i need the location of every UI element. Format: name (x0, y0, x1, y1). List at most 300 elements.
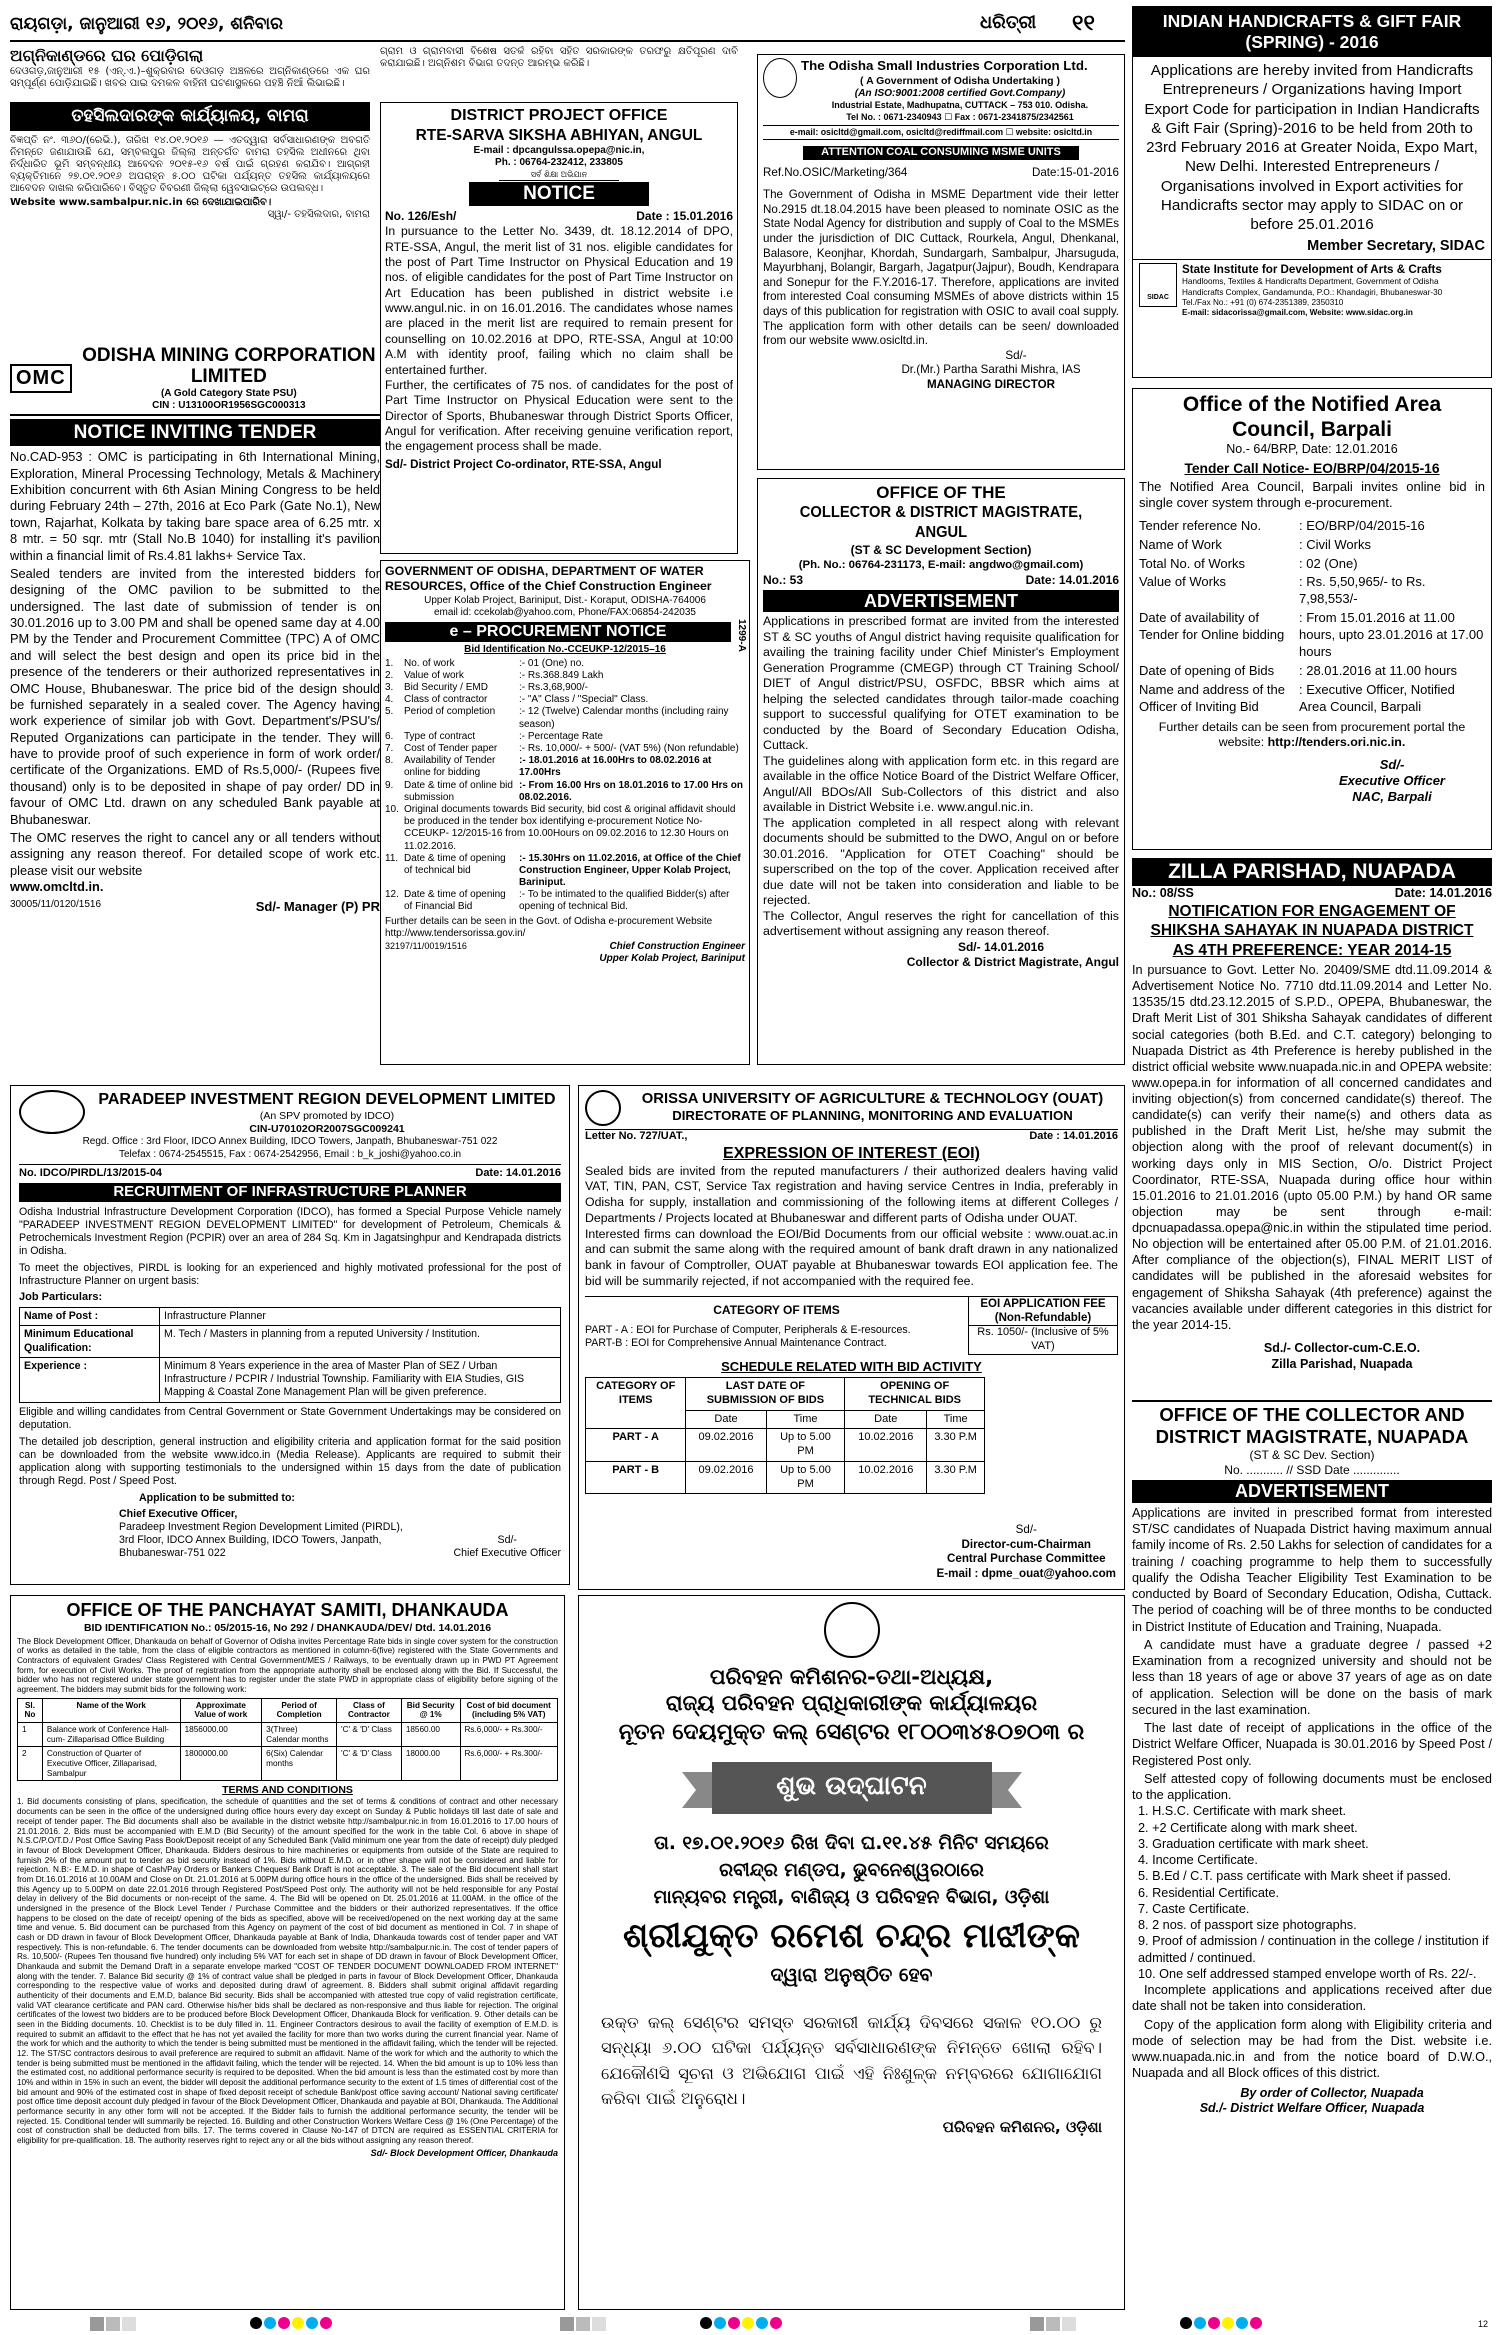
ouat-line1: ORISSA UNIVERSITY OF AGRICULTURE & TECHNOLOGY (OUAT) (641, 1091, 1104, 1107)
omc-title-bar: NOTICE INVITING TENDER (10, 419, 380, 447)
ps-bid-id: BID IDENTIFICATION No.: 05/2015-16, No 292 / DHANKAUDA/DEV/ Dtd. 14.01.2016 (83, 1621, 492, 1634)
angul-sd: Sd/- 14.01.2016 (957, 939, 1045, 954)
barpali-website[interactable]: http://tenders.ori.nic.in. (1267, 735, 1406, 750)
omc-para-1: No.CAD-953 : OMC is participating in 6th International Mining, Exploration, Mineral Processing Technology, Metals & Machinery Exhibition concurrent with 6th Asian Mining Congress to be held during February 24th – 27th, 2016 at Eco Park (Gate No.1), New town, Rajarhat, Kolkata by taking bare space area of 6.25 mtr. x 8 mtr. = 50 sqr. mtr (Stall No.B 1040) for installing it's pavilion within a financial limit of Rs.4.81 lakhs+ Service Tax. (10, 449, 380, 563)
omc-para-3: The OMC reserves the right to cancel any or all tenders without assigning any reason thereof. For detailed scope of work etc. please visit our website (10, 829, 380, 878)
ouat-schedule-title: SCHEDULE RELATED WITH BID ACTIVITY (721, 1358, 982, 1374)
ouat-cell-time: 3.30 P.M (927, 1429, 985, 1462)
water-row-value: :- 12 (Twelve) Calendar months (including rainy season) (519, 706, 729, 730)
ouat-cat-head: CATEGORY OF ITEMS (713, 1302, 840, 1317)
tr-line8: ଦ୍ୱାରା ଅନୁଷ୍ଠିତ ହେବ (770, 1963, 933, 1986)
nc-list-item: 3. Graduation certificate with mark sheet. (1138, 1836, 1369, 1851)
reg-color-dot (756, 2317, 768, 2329)
pirdl-tel: Telefax : 0674-2545515, Fax : 0674-2542956, Email : b_k_joshi@yahoo.co.in (19, 1149, 561, 1166)
osic-title-bar: ATTENTION COAL CONSUMING MSME UNITS (803, 146, 1079, 160)
news-fire-story (10, 46, 370, 98)
water-ref: 32197/11/0019/1516 (385, 940, 467, 951)
nc-title-bar: ADVERTISEMENT (1132, 1480, 1492, 1503)
ps-title: OFFICE OF THE PANCHAYAT SAMITI, DHANKAUDA (66, 1600, 509, 1620)
barpali-row-value: : From 15.01.2016 at 11.00 hours, upto 23.01.2016 at 17.00 hours (1299, 610, 1484, 659)
zp-sd: Sd./- Collector-cum-C.E.O. (1263, 1340, 1421, 1355)
news-headline: ଅଗ୍ନିକାଣ୍ଡରେ ଘର ପୋଡ଼ିଗଲା (10, 46, 204, 65)
ouat-th-date: Date (686, 1410, 766, 1429)
water-bid-id: Bid Identification No.-CCEUKP-12/2015–16 (464, 643, 666, 655)
barpali-row-key: Total No. of Works (1139, 555, 1245, 571)
pirdl-to3: 3rd Floor, IDCO Annex Building, IDCO Towers, Janpath, (119, 1534, 382, 1547)
pirdl-to4: Bhubaneswar-751 022 (119, 1547, 226, 1560)
nc-list-item: 4. Income Certificate. (1138, 1853, 1258, 1868)
angul-signature: Collector & District Magistrate, Angul (906, 954, 1119, 969)
reg-color-dot (728, 2317, 740, 2329)
ps-signature: Sd/- Block Development Officer, Dhankauda (370, 2147, 558, 2158)
tr-line3: ନୂତନ ଦେୟମୁକ୍ତ କଲ୍ ସେଣ୍ଟର ୧୮୦୦୩୪୫୦୭୦୩ ର (618, 1719, 1085, 1745)
barpali-row (1139, 537, 1485, 554)
barpali-row-key: Tender reference No. (1139, 517, 1262, 533)
ad-pirdl (10, 1085, 570, 1585)
nc-sign2: Sd./- District Welfare Officer, Nuapada (1199, 2101, 1425, 2116)
osic-logo (763, 58, 797, 98)
ssa-logo: ସର୍ବ ଶିକ୍ଷା ଅଭିଯାନ (499, 170, 619, 181)
ouat-cell-time: Up to 5.00 PM (766, 1461, 845, 1494)
nc-list-item: 6. Residential Certificate. (1138, 1885, 1280, 1900)
ouat-th-time: Time (766, 1410, 845, 1429)
reg-color-dot (1180, 2317, 1192, 2329)
ps-cell: 3(Three) Calendar months (262, 1723, 337, 1747)
dpo-line1: DISTRICT PROJECT OFFICE (450, 107, 668, 124)
ps-th: Cost of bid document (including 5% VAT) (460, 1698, 558, 1722)
ps-cell: Balance work of Conference Hall-cum- Zillaparisad Office Building (42, 1723, 180, 1747)
nc-para-2: A candidate must have a graduate degree / passed +2 Examination from a recognized university and should not be less than 18 years of age or above 37 years of age as on date of application. Selection will be done on the basis of mark secured in the last examination. (1132, 1637, 1492, 1717)
barpali-row-value: : 28.01.2016 at 11.00 hours (1299, 662, 1458, 678)
nc-list-item: 1. H.S.C. Certificate with mark sheet. (1138, 1804, 1346, 1819)
barpali-row (1139, 663, 1485, 680)
pirdl-para-2: To meet the objectives, PIRDL is looking for an experienced and highly motivated professional for the post of Infrastructure Planner on urgent basis: (19, 1262, 561, 1288)
water-row-value: :- To be intimated to the qualified Bidder(s) after opening of technical Bid. (519, 889, 730, 913)
pirdl-row-value: Infrastructure Planner (160, 1308, 561, 1326)
ouat-logo (585, 1090, 621, 1126)
tr-line7: ଶ୍ରୀଯୁକ୍ତ ରମେଶ ଚନ୍ଦ୍ର ମାଝୀଙ୍କ (623, 1916, 1080, 1957)
ps-row (18, 1747, 558, 1781)
water-row (385, 694, 745, 706)
ouat-schedule-row (586, 1429, 985, 1462)
ad-collector-nuapada (1132, 1400, 1492, 2310)
ps-th: Name of the Work (42, 1698, 180, 1722)
zp-signature: Zilla Parishad, Nuapada (1271, 1356, 1413, 1371)
nc-para-4: Self attested copy of following documents must be enclosed to the application. (1132, 1771, 1492, 1803)
ouat-cell-date: 10.02.2016 (845, 1429, 927, 1462)
nc-list-item: 9. Proof of admission / continuation in the college / institution if admitted / continued. (1138, 1934, 1489, 1965)
reg-color-dot (742, 2317, 754, 2329)
zp-no: No.: 08/SS (1132, 886, 1194, 901)
pirdl-to2: Paradeep Investment Region Development Limited (PIRDL), (119, 1520, 403, 1533)
osic-address: Industrial Estate, Madhupatna, CUTTACK – 753 010. Odisha. (831, 100, 1089, 111)
angul-para-3: The application completed in all respect along with relevant documents should be submitted to the DWO, Angul on or before 30.01.2016. "Application for OTET Coaching" should be superscribed on the top of the cover. Application received after due date will not be taken into consideration and liable to be rejected. (763, 815, 1119, 907)
pirdl-date: Date: 14.01.2016 (475, 1167, 561, 1180)
ad-body: ବିଜ୍ଞପ୍ତି ନଂ. ୩୬୦/(ରେଭି.), ତାରିଖ ୧୪.୦୧.୨୦୧୬ — ଏତଦ୍ୱାରା ସର୍ବସାଧାରଣଙ୍କ ଅବଗତି ନିମନ୍ତେ ଜଣାଯାଉଛି ଯେ, ସମ୍ବଲପୁର ଜିଲ୍ଲା ଅନ୍ତର୍ଗତ ବାମରା ତହସିଲ ଅଧୀନରେ ଥିବା ନିର୍ଦ୍ଧାରିତ ଭୂମି ସମ୍ବନ୍ଧୀୟ ଆବେଦନ ୨୦୧୫-୧୬ ବର୍ଷ ପାଇଁ ଗ୍ରହଣ କରାଯିବ। ଆଗ୍ରହୀ ବ୍ୟକ୍ତିମାନେ ୨୭.୦୧.୨୦୧୬ ଅପରାହ୍ନ ୫.୦୦ ଘଟିକା ପର୍ଯ୍ୟନ୍ତ ତହସିଲ କାର୍ଯ୍ୟାଳୟରେ ଆବେଦନ ଦାଖଲ କରିପାରିବେ। ବିସ୍ତୃତ ବିବରଣୀ ଜିଲ୍ଲା ୱେବସାଇଟ୍‌ରେ ଉପଲବ୍ଧ। (10, 135, 370, 195)
ad-transport-call-centre (578, 1595, 1125, 2310)
water-sign2: Upper Kolab Project, Bariniput (599, 953, 745, 965)
ad-handicrafts-fair (1132, 6, 1492, 378)
water-row-no: 12. (385, 889, 399, 901)
reg-color-dot (1250, 2317, 1262, 2329)
ad-website: Website www.sambalpur.nic.in ରେ ଦେଖାଯାଇପାରିବ। (10, 197, 272, 209)
barpali-row-key: Date of opening of Bids (1139, 662, 1275, 678)
reg-mark-cmyk-1 (250, 2317, 332, 2329)
ad-ouat-eoi (578, 1085, 1125, 1590)
nc-line1: OFFICE OF THE COLLECTOR AND DISTRICT MAGISTRATE, NUAPADA (1155, 1404, 1469, 1448)
water-line1: GOVERNMENT OF ODISHA, DEPARTMENT OF WATER (385, 564, 704, 578)
header-date: ରାୟଗଡ଼ା, ଜାନୁଆରୀ ୧୬, ୨୦୧୬, ଶନିବାର (10, 14, 284, 34)
barpali-rows (1139, 518, 1485, 716)
sidac-email: E-mail: sidacorissa@gmail.com, Website: www.sidac.org.in (1182, 308, 1413, 318)
reg-block-grey (106, 2317, 120, 2331)
page-header (10, 8, 1125, 42)
dpo-phone: Ph. : 06764-232412, 233805 (495, 157, 623, 169)
water-row-key: Original documents towards Bid security, bid cost & original affidavit should be produced in the tender box identifying e-procurement Notice No- CCEUKP- 12/2015-16 from 10.00Hours on 09.02.2016 to 12.30 Hours on 11.02.2016. (404, 803, 736, 852)
pirdl-row-value: Minimum 8 Years experience in the area of Master Plan of SEZ / Urban Infrastructure / PCPIR / Industrial Township. Familiarity with EIA Studies, GIS Mapping & Coastal Zone Management Plan will be given preference. (160, 1357, 561, 1402)
water-row (385, 658, 745, 670)
dpo-no: No. 126/Esh/ (385, 209, 457, 224)
dpo-email: E-mail : dpcangulssa.opepa@nic.in, (473, 145, 645, 157)
pirdl-para-1: Odisha Industrial Infrastructure Development Corporation (IDCO), has formed a Special Purpose Vehicle namely "PARADEEP INVESTMENT REGION DEVELOPMENT LIMITED" for development of Petroleum, Chemicals & Petrochemicals Investment Region (PCPIR) over an area of 284 Sq. Km in Jagatsinghpur and Kendrapada districts in Odisha. (19, 1205, 561, 1258)
nc-list-item: 10. One self addressed stamped envelope worth of Rs. 22/-. (1138, 1966, 1477, 1981)
reg-color-dot (1236, 2317, 1248, 2329)
ps-header-row (18, 1698, 558, 1722)
water-row (385, 755, 745, 779)
water-row (385, 853, 745, 890)
reg-color-dot (306, 2317, 318, 2329)
angul-line1: OFFICE OF THE (876, 483, 1006, 502)
ps-cell: 2 (18, 1747, 43, 1781)
sidac-addr2: Handicrafts Complex, Gandamunda, P.O.: Khandagiri, Bhubaneswar-30 (1182, 287, 1443, 297)
reg-mark-left (90, 2317, 136, 2331)
ouat-part-b: PART-B : EOI for Comprehensive Annual Maintenance Contract. (585, 1336, 887, 1349)
osic-para: The Government of Odisha in MSME Department vide their letter No.2915 dt.18.04.2015 have been pleased to nominate OSIC as the State Nodal Agency for distribution and supply of Coal to the MSMEs under the jurisdiction of DIC Cuttack, Rourkela, Angul, Dhenkanal, Balasore, Keonjhar, Khordah, Sundargarh, Sambalpur, Jharsuguda, Mayurbhanj, Bolangir, Bargarh, Jagatpur(Jajpur), Boudh, Kendrapara and Sonepur for the F.Y.2016-17. Therefore, applications are invited from interested Coal consuming MSMEs of above districts within 15 days of this publication for registration with OSIC to avail coal supply. The application form with other details can be seen/ downloaded from our website www.osicltd.in. (763, 188, 1119, 348)
pirdl-logo (19, 1090, 85, 1134)
pirdl-address: Regd. Office : 3rd Floor, IDCO Annex Building, IDCO Towers, Janpath, Bhubaneswar-751 022 (82, 1136, 498, 1148)
barpali-row (1139, 682, 1485, 716)
reg-color-dot (1222, 2317, 1234, 2329)
water-row-value: :- Rs. 10,000/- + 500/- (VAT 5%) (Non refundable) (519, 743, 739, 755)
water-row-no: 2. (385, 669, 394, 681)
water-row-no: 5. (385, 706, 394, 718)
ps-th: Approximate Value of work (180, 1698, 262, 1722)
omc-ref: 30005/11/0120/1516 (10, 899, 102, 911)
dpo-date: Date : 15.01.2016 (636, 209, 733, 224)
nc-para-1: Applications are invited in prescribed format from interested ST/SC candidates of Nuapada District having maximum annual family income of Rs. 2.50 Lakhs for selection of candidates for a training / coaching programme to help them to successfully qualify the Odisha Teacher Eligibility Test Examination to be conducted by Board of Secondary Education, Odisha, Cuttack. The period of coaching will be of three months to be conducted in District Institute of Education and Training, Nuapada. (1132, 1505, 1492, 1634)
angul-date: Date: 14.01.2016 (1025, 572, 1119, 587)
ouat-fee: Rs. 1050/- (Inclusive of 5% VAT) (977, 1326, 1109, 1353)
barpali-subtitle: Tender Call Notice- EO/BRP/04/2015-16 (1184, 461, 1440, 476)
ps-th: Bid Security @ 1% (401, 1698, 460, 1722)
ouat-letter: Letter No. 727/UAT., (585, 1130, 688, 1142)
tr-line5: ରବୀନ୍ଦ୍ର ମଣ୍ଡପ, ଭୁବନେଶ୍ୱରଠାରେ (719, 1860, 984, 1882)
angul-line3: (ST & SC Development Section) (850, 543, 1032, 558)
pirdl-to1: Chief Executive Officer, (119, 1507, 238, 1520)
barpali-desig2: NAC, Barpali (1352, 789, 1432, 805)
nc-list-item: 5. B.Ed / C.T. pass certificate with Mark sheet if passed. (1138, 1869, 1452, 1884)
nc-para-6: Copy of the application form along with Eligibility criteria and mode of selection may be had from the Dist. website i.e. www.nuapada.nic.in and from the notice board of D.W.O., Nuapada and all Block offices of this district. (1132, 2017, 1492, 2081)
nc-list-item: 7. Caste Certificate. (1138, 1901, 1250, 1916)
water-row (385, 682, 745, 694)
water-title-bar: e – PROCUREMENT NOTICE (385, 622, 731, 642)
water-row-key: Class of contractor (404, 694, 488, 706)
print-registration-marks (0, 2315, 1500, 2335)
ouat-cell-date: 10.02.2016 (845, 1461, 927, 1494)
pirdl-cin: CIN-U70102OR2007SGC009241 (249, 1123, 405, 1136)
water-row-no: 8. (385, 755, 394, 767)
water-row-no: 9. (385, 779, 394, 791)
water-side-ref: 1299-A (736, 619, 747, 652)
ouat-line2: DIRECTORATE OF PLANNING, MONITORING AND EVALUATION (672, 1108, 1073, 1124)
pirdl-row (20, 1357, 561, 1402)
ps-cell: 'C' & 'D' Class (337, 1747, 402, 1781)
reg-color-dot (714, 2317, 726, 2329)
ouat-th-category: CATEGORY OF ITEMS (586, 1378, 686, 1429)
reg-color-dot (1208, 2317, 1220, 2329)
water-row-key: Date & time of opening of Financial Bid (404, 889, 506, 913)
water-row (385, 731, 745, 743)
reg-block-grey (1062, 2317, 1076, 2331)
water-row (385, 804, 745, 853)
ad-omc-tender (10, 345, 380, 1065)
water-row-no: 10. (385, 803, 399, 815)
ouat-para-1: Sealed bids are invited from the reputed manufacturers / their authorized dealers having valid VAT, TIN, PAN, CST, Service Tax registration and having service Centres in India, preferably in Odisha for supply, installation and commissioning of the following items at different Colleges / Departments / Projects located at Bhubaneswar and different parts of Odisha under OUAT. (585, 1163, 1118, 1225)
water-row (385, 670, 745, 682)
osic-ref: Ref.No.OSIC/Marketing/364 (763, 165, 908, 179)
osic-signer: Dr.(Mr.) Partha Sarathi Mishra, IAS (901, 363, 1081, 377)
ps-cell: 1 (18, 1723, 43, 1747)
header-paper-name: ଧରିତ୍ରୀ (980, 12, 1037, 33)
pirdl-no: No. IDCO/PIRDL/13/2015-04 (19, 1167, 163, 1180)
pirdl-para-3: Eligible and willing candidates from Central Government or State Government Undertakings may be considered on deputation. (19, 1405, 561, 1431)
reg-block-grey (90, 2317, 104, 2331)
osic-name: The Odisha Small Industries Corporation Ltd. (801, 58, 1088, 73)
water-row-value: :- "A" Class / "Special" Class. (519, 694, 649, 706)
nc-line2: (ST & SC Dev. Section) (1249, 1448, 1375, 1463)
nc-sign1: By order of Collector, Nuapada (1240, 2085, 1424, 2100)
barpali-row (1139, 518, 1485, 535)
ps-cell: 1856000.00 (180, 1723, 262, 1747)
water-row-no: 4. (385, 694, 394, 706)
ouat-cell-time: Up to 5.00 PM (766, 1429, 845, 1462)
reg-color-dot (292, 2317, 304, 2329)
reg-color-dot (320, 2317, 332, 2329)
zp-title-bar: ZILLA PARISHAD, NUAPADA (1132, 858, 1492, 886)
footer-page-no: 12 (1478, 2319, 1489, 2329)
reg-color-dot (250, 2317, 262, 2329)
zp-heading3: AS 4TH PREFERENCE: YEAR 2014-15 (1172, 941, 1452, 959)
pirdl-sd: Sd/- (497, 1534, 517, 1547)
barpali-intro: The Notified Area Council, Barpali invites online bid in single cover system through e-procurement. (1139, 479, 1485, 511)
pirdl-sub: (An SPV promoted by IDCO) (259, 1110, 395, 1122)
barpali-row (1139, 556, 1485, 573)
pirdl-title-bar: RECRUITMENT OF INFRASTRUCTURE PLANNER (19, 1183, 561, 1202)
pirdl-name: PARADEEP INVESTMENT REGION DEVELOPMENT LIMITED (98, 1091, 556, 1108)
water-row (385, 780, 745, 804)
water-row-key: Bid Security / EMD (404, 682, 488, 694)
ps-th: Class of Contractor (337, 1698, 402, 1722)
nc-no: No. ........... // SSD Date .............. (1224, 1463, 1400, 1478)
ad-panchayat-dhankauda (10, 1595, 565, 2310)
ad-zilla-parishad-nuapada (1132, 858, 1492, 1388)
water-rows (385, 658, 745, 914)
barpali-row-value: : Executive Officer, Notified Area Council, Barpali (1299, 681, 1455, 714)
dpo-para-1: In pursuance to the Letter No. 3439, dt. 18.12.2014 of DPO, RTE-SSA, Angul, the merit list of 31 nos. eligible candidates for the post of Part Time Instructor on Physical Education and 19 nos. of eligible candidates for the post of Part Time Instructor on Art Education has been published in district website i.e www.angul.nic. in on 16.01.2016. The candidates whose names are placed in the merit list are required to remain present for counselling on 10.02.2016 at DPO, RTE-SSA, Angul at 10:00 A.M with identity proof, failing which no claim shall be entertained further. (385, 224, 733, 377)
pirdl-row-key: Experience : (20, 1357, 160, 1402)
water-row-no: 6. (385, 730, 394, 742)
angul-para-2: The guidelines along with application form etc. in this regard are available in the office Notice Board of the District Welfare Officer, Angul/All BDOs/All Sub-Collectors of this district and also available in District Website i.e. www.angul.nic.in. (763, 753, 1119, 814)
water-row-value: :- Percentage Rate (519, 730, 603, 742)
pirdl-job-label: Job Particulars: (19, 1290, 103, 1303)
zp-date: Date: 14.01.2016 (1394, 886, 1492, 901)
water-line4: email id: ccekolab@yahoo.com, Phone/FAX:06854-242035 (434, 606, 696, 618)
ouat-cell-date: 09.02.2016 (686, 1461, 766, 1494)
ouat-email: E-mail : dpme_ouat@yahoo.com (936, 1566, 1116, 1580)
ouat-sign2: Central Purchase Committee (947, 1552, 1106, 1566)
water-row-no: 11. (385, 852, 399, 864)
ad-nac-barpali (1132, 388, 1492, 850)
ouat-cell-date: 09.02.2016 (686, 1429, 766, 1462)
barpali-row-value: : EO/BRP/04/2015-16 (1299, 517, 1425, 533)
water-footnote: Further details can be seen in the Govt. of Odisha e-procurement Website http://www.tendersorissa.gov.in/ (385, 915, 713, 939)
ps-cell: 1800000.00 (180, 1747, 262, 1781)
ouat-sign1: Director-cum-Chairman (961, 1537, 1092, 1551)
ps-terms-body: 1. Bid documents consisting of plans, specification, the schedule of quantities and the set of terms & conditions of contract and other necessary documents can be seen in the office of the undersigned during office hours every day except on Sunday & Public holidays till last date of sale and receipt of tender paper. The Bid documents shall also be available in the district website http://sambalpur.nic.in from 16.01.2016 to 17.00 hours of 21.01.2016. 2. Bids must be accompanied with E.M.D (Bid Security) of the amount specified for the work in the table Col. 6 above in shape of N.S.C/P.O/T.D./ Post Office Saving Pass Book/Deposit receipt of any Scheduled Bank (Valid minimum one year from the date of receipt) duly pledged in favour of Block Development Officer, Dhankauda. Bidders desirous to hire machineries or equipments from outside of the State are required to furnish 2% of the amount put to tender as bid security instead of 1%. Bids without E.M.D. or in other shape will not be considered and liable for rejection. N.B:- E.M.D. in shape of Cash/Pay Orders or Bankers Cheques/ Bank Draft is not acceptable. 3. The sale of the Bid document shall start from Dt.16.01.2016 at 10.00AM and Close on Dt. 21.01.2016 at 5.00PM during office hours in the office of the undersigned. Bids shall be received by this Agency up to 5.00PM on date 22.01.2016 through Registered Post/Speed Post only. The authority will not be held responsible for any Postal delay in delivery of the Bid documents or non-receipt of the same. 4. The Bid will be opened on Dt. 25.01.2016 at 11.00AM. in the office of the undersigned in the presence of the Block Level Tender / Purchase Committee and the bidders or their authorized representatives. If the office happens to be closed on the date of receipt/ opening of the bids as specified, above will be received/opened on the next working day at the same time and venue. 5. Bid document can be purchased from this Agency on payment of the cost of bid document as mentioned in Col. 7 in shape of cash or DD drawn in favour of Block Development Officer, Dhankauda payable at Bank of India, Dhankauda towards cost of tender paper and VAT respectively. This is non-refundable. 6. The tender documents can be downloaded from website http://sambalpur.nic.in. The cost of tender papers of Rs. 10,500/- (Rupees Ten thousand five hundred) only including 5% VAT for each set in shape of DD drawn in favour of Block Development Officer, Dhankauda and submit the Demand Draft in a separate envelope marked "COST OF TENDER DOCUMENT DOWNLOADED FROM INTERNET" along with the tender. 7. Balance Bid security @ 1% of contract value shall be pledged in parts in favour of Block Development Officer, Dhankauda corresponding to the respective value of works and deposited during drawl of agreement. 8. Bidders shall submit original affidavit regarding authenticity of their documents and E.M.D, balance Bid security. Bids shall be accompanied with attested true copy of valid registration certificate, valid VAT clearance certificate and PAN card. Otherwise his/her bids shall be declared as non-responsive and thus liable for rejection. The original certificates of the lowest two bidders are to be produced before Block Development Officer, Dhankauda Block for verification. 9. Other details can be seen in the Bidding documents. 10. Checklist is to be duly filled in. 11. Engineer Contractors desirous to avail the facility of exemption of E.M.D. is required to submit an affidavit to the effect that he has not yet availed the facility for more than two works during the current financial year. Name of the work for which and the authority to which the tender is being submitted must be mentioned in the affidavit failing, which the tender will be rejected. 12. The ST/SC contractors desirous to avail preference are required to submit an affidavit. Name of the work for which and the authority to which the tender is being submitted must be mentioned in the affidavit failing, which the tender will be rejected. 14. When the bid amount is up to 10% less than the estimated cost, no additional performance security is required to be deposited. When the bid amount is less than the estimated cost by more than 10% and within in 15% in such an event, the bidder will deposit the additional performance security to the extent of 1.5 times of differential cost of the bid amount and 90% of the estimated cost in shape of fixed deposit receipt of schedule Bank/post office saving account/ National saving certificate/ post office time deposit account duly pledged in favour of the Block Development Officer, Dhankauda and payable at BOI, Dhankauda. The Additional performance security in any other form will not be accepted. If the Bidder fails to furnish the additional performance security, the tender will be rejected. 15. Conditional tender will summarily be rejected. 16. Building and other Construction Workers Welfare Cess @ 1% (One Percentage) of the cost of construction shall be deducted from bills. 17. The terms covered in Clause No-147 of DTCN are required as ESSENTIAL CRITERIA for eligibility for pre-qualification. 18. The authority reserves right to reject any or all the bids without assigning any reason thereof. (17, 1797, 558, 2145)
header-page-number: ୧୧ (1072, 11, 1095, 36)
nc-para-3: The last date of receipt of applications in the office of the District Welfare Officer, Nuapada is 30.01.2016 by Speed Post / Registered Post only. (1132, 1721, 1492, 1768)
omc-cin: CIN : U13100OR1956SGC000313 (152, 399, 306, 411)
ouat-title: EXPRESSION OF INTEREST (EOI) (723, 1144, 980, 1162)
osic-designation: MANAGING DIRECTOR (927, 377, 1055, 391)
pirdl-submit-to: Application to be submitted to: (139, 1492, 295, 1505)
water-row-no: 3. (385, 682, 394, 694)
pirdl-para-4: The detailed job description, general instruction and eligibility criteria and application format for the said position can be downloaded from the website www.idco.in (Media Release). Applicants are required to submit their application along with supporting testimonials to the undersigned within 15 days from the date of publication through Regd. Post / Speed Post. (19, 1435, 561, 1488)
handicrafts-signature: Member Secretary, SIDAC (1307, 237, 1485, 254)
ps-terms-title: TERMS AND CONDITIONS (222, 1784, 353, 1797)
ad-water-resources (380, 560, 750, 1065)
omc-name: ODISHA MINING CORPORATION LIMITED (82, 345, 376, 388)
water-row-key: Type of contract (404, 730, 476, 742)
nc-para-5: Incomplete applications and applications received after due date shall not be taken into consideration. (1132, 1983, 1492, 2014)
angul-line2: COLLECTOR & DISTRICT MAGISTRATE, ANGUL (799, 504, 1083, 542)
ps-intro: The Block Development Officer, Dhankauda on behalf of Governor of Odisha invites Percentage Rate bids in single cover system for the construction of works as detailed in the table, from the class of eligible contractors as mentioned in column-6(five) registered with the State Governments and Contractors of equivalent Grades/ Class Registered with Central Government/MES / Railways, to be eventually drawn up in PWD PT Agreement form, for execution of Civil Works. The proof of registration from the appropriate authority shall be enclosed along with the Bid. If Successful, the bidder who has not registered under state government has to register under the state PWD in appropriate class of eligibility before signing of the agreement. The bidders may submit bids for the following work: (17, 1636, 558, 1694)
zp-para: In pursuance to Govt. Letter No. 20409/SME dtd.11.09.2014 & Advertisement Notice No. 7710 dtd.11.09.2014 and Letter No. 13535/15 dtd.23.12.2015 of S.P.D., OPEPA, Bhubaneswar, the Draft Merit List of 301 Shiksha Sahayak candidates of different social categories (both B.Ed. and C.T. category) belonging to Nuapada District as 4th Preference is hereby published in the district official website www.nuapada.nic.in and OPEPA website: www.opepa.in for information of all concerned candidates and inviting objection(s) from concerned candidate(s) thereof. The candidate(s) can verify their name(s) and others data as published in the Draft Merit List, he/she may submit the objection along with the proof of relevant document(s) in working days only in MIS Section, O/o. District Project Coordinator, RTE-SSA, Nuapada during office hour within 15.01.2016 to 21.01.2016 (upto 05.00 P.M.) by hand OR same objection may be sent through e-mail: dpcnuapadassa.opepa@nic.in within the stipulated time period. No objection will be entertained after 05.00 P.M. of 21.01.2016. After compliance of the objection(s), FINAL MERIT LIST of candidates will be published in the aforesaid websites for engagement of Shiksha Sahayak (4th preference) against the vacancies available under different categories in this district for the year 2014-15. (1132, 963, 1492, 1332)
water-row (385, 889, 745, 913)
ps-cell: Rs.6,000/- + Rs.300/- (460, 1747, 558, 1781)
reg-block-grey (1030, 2317, 1044, 2331)
ouat-sd: Sd/- (1015, 1523, 1037, 1537)
water-sign1: Chief Construction Engineer (609, 940, 745, 952)
handicrafts-title-bar: INDIAN HANDICRAFTS & GIFT FAIR (SPRING) - 2016 (1133, 7, 1491, 57)
omc-website[interactable]: www.omcltd.in. (10, 879, 104, 895)
barpali-row (1139, 574, 1485, 608)
barpali-row (1139, 610, 1485, 661)
pirdl-row-key: Name of Post : (20, 1308, 160, 1326)
reg-mark-cmyk-2 (700, 2317, 782, 2329)
pirdl-job-table (19, 1307, 561, 1402)
omc-signature: Sd/- Manager (P) PR (255, 899, 380, 915)
barpali-title: Office of the Notified Area Council, Barpali (1182, 393, 1442, 442)
nc-list-item: 8. 2 nos. of passport size photographs. (1138, 1918, 1357, 1933)
water-row-value: :- 01 (One) no. (519, 657, 585, 669)
angul-para-4: The Collector, Angul reserves the right for cancellation of this advertisement without assigning any reason thereof. (763, 908, 1119, 938)
zp-heading1: NOTIFICATION FOR ENGAGEMENT OF (1168, 902, 1456, 920)
ouat-cell-category: PART - B (586, 1461, 686, 1494)
reg-block-grey (592, 2317, 606, 2331)
water-row-key: Date & time of online bid submission (404, 779, 513, 803)
dpo-signature: Sd/- District Project Co-ordinator, RTE-SSA, Angul (385, 457, 662, 471)
osic-tel: Tel No. : 0671-2340943 ☐ Fax : 0671-2341875/2342561 (846, 111, 1074, 122)
barpali-row-key: Value of Works (1139, 574, 1226, 590)
zp-heading2: SHIKSHA SAHAYAK IN NUAPADA DISTRICT (1150, 922, 1474, 940)
angul-para-1: Applications in prescribed format are invited from the interested ST & SC youths of Angul district having requisite qualification for availing the training facility under Chief Minister's Employment Generation Programme (CMEGP) through CT Training School/ DIET of Angul district/PSU, OSFDC, BBSR which aims at helping the selected candidates through tailor-made coaching support to successful qualifying for OTET examination to be conducted by the Board of Secondary Education Odisha, Cuttack. (763, 614, 1119, 752)
reg-color-dot (1194, 2317, 1206, 2329)
osic-sd: Sd/- (1005, 348, 1027, 362)
news-body: ଦେଓଗଡ଼,ଜାନୁଆରୀ ୧୫ (ଏନ୍‌.ଏ.)–ଶୁକ୍ରବାର ଦେଓଗଡ଼ ଅଞ୍ଚଳରେ ଅଗ୍ନିକାଣ୍ଡରେ ଏକ ଘର ସମ୍ପୂର୍ଣ୍ଣ ପୋଡ଼ିଯାଇଛି। ଖବର ପାଇ ଦମକଳ ବାହିନୀ ଘଟଣାସ୍ଥଳରେ ପହଞ୍ଚି ନିଆଁ ଲିଭାଇଛି। (10, 66, 370, 89)
barpali-sd: Sd/- (1379, 756, 1405, 772)
dpo-para-2: Further, the certificates of 75 nos. of candidates for the post of Part Time Instructor on Physical Education were sent to the Director of Sports, Bhubaneswar through District Sports Officer, Angul for verification. After receiving genuine verification report, the engagement process shall be made. (385, 377, 733, 454)
sidac-logo: SIDAC (1139, 263, 1177, 307)
ps-cell: 6(Six) Calendar months (262, 1747, 337, 1781)
barpali-row-key: Date of availability of Tender for Online bidding (1139, 610, 1285, 643)
dpo-line2: RTE-SARVA SIKSHA ABHIYAN, ANGUL (415, 127, 703, 144)
reg-block-grey (560, 2317, 574, 2331)
water-line3: Upper Kolab Project, Bariniput, Dist.- Koraput, ODISHA-764006 (424, 594, 706, 606)
ouat-th-submission: LAST DATE OF SUBMISSION OF BIDS (686, 1378, 845, 1411)
reg-mark-right (1030, 2317, 1076, 2331)
barpali-no: No.- 64/BRP, Date: 12.01.2016 (1226, 442, 1398, 457)
barpali-row-key: Name of Work (1139, 536, 1222, 552)
water-row-key: Period of completion (404, 706, 496, 718)
ps-cell: Rs.6,000/- + Rs.300/- (460, 1723, 558, 1747)
reg-color-dot (264, 2317, 276, 2329)
water-row-key: Availability of Tender online for bidding (404, 755, 496, 779)
ouat-para-2: Interested firms can download the EOI/Bid Documents from our official website : www.ouat.ac.in and can submit the same along with the required amount of bank draft drawn in any nationalized bank in favour of Comptroller, OUAT payable at Bhubaneswar towards EOI application fee. The bid will be summarily rejected, if not accompanied with the required fee. (585, 1226, 1118, 1288)
water-row-key: No. of work (404, 657, 455, 669)
ouat-header-row (586, 1378, 985, 1411)
ouat-cell-time: 3.30 P.M (927, 1461, 985, 1494)
water-row-value: :- Rs.368.849 Lakh (519, 669, 604, 681)
ps-cell: Construction of Quarter of Executive Officer, Zillaparisad, Sambalpur (42, 1747, 180, 1781)
ps-row (18, 1723, 558, 1747)
water-row-no: 1. (385, 657, 394, 669)
reg-block-grey (1046, 2317, 1060, 2331)
ps-works-table (17, 1698, 558, 1782)
odisha-emblem (824, 1602, 880, 1658)
water-row (385, 743, 745, 755)
nc-list-item: 2. +2 Certificate along with mark sheet. (1138, 1820, 1358, 1835)
tr-line1: ପରିବହନ କମିଶନର-ତଥା-ଅଧ୍ୟକ୍ଷ, (709, 1665, 994, 1689)
water-row-key: Cost of Tender paper (404, 743, 498, 755)
ouat-schedule-table (585, 1377, 985, 1494)
tr-ribbon-text: ଶୁଭ ଉଦ୍‌ଘାଟନ (776, 1771, 927, 1801)
omc-logo: OMC (10, 364, 72, 393)
ouat-cell-category: PART - A (586, 1429, 686, 1462)
water-row-no: 7. (385, 743, 394, 755)
ouat-th-time: Time (927, 1410, 985, 1429)
ouat-date: Date : 14.01.2016 (1029, 1130, 1118, 1142)
ouat-schedule-row (586, 1461, 985, 1494)
sidac-org: State Institute for Development of Arts & Crafts (1182, 262, 1442, 276)
pirdl-row-key: Minimum Educational Qualification: (20, 1326, 160, 1357)
tr-line4: ତା. ୧୭.୦୧.୨୦୧୬ ରିଖ ଦିବା ଘ.୧୧.୪୫ ମିନିଟ ସମୟରେ (654, 1833, 1049, 1854)
water-row-value: :- From 16.00 Hrs on 18.01.2016 to 17.00 Hrs on 08.02.2016. (519, 779, 743, 803)
water-row (385, 706, 745, 730)
ouat-th-date: Date (845, 1410, 927, 1429)
news-continuation: ଗ୍ରାମ ଓ ଗ୍ରାମବାସୀ ବିଶେଷ ସତର୍କ ରହିବା ସହିତ ସରକାରଙ୍କ ତରଫରୁ କ୍ଷତିପୂରଣ ଦାବି କରାଯାଇଛି। ଅଗ୍ନିଶମ ବିଭାଗ ତଦନ୍ତ ଆରମ୍ଭ କରିଛି। (380, 46, 738, 69)
osic-sub2: (An ISO:9001:2008 certified Govt.Company) (854, 87, 1066, 99)
